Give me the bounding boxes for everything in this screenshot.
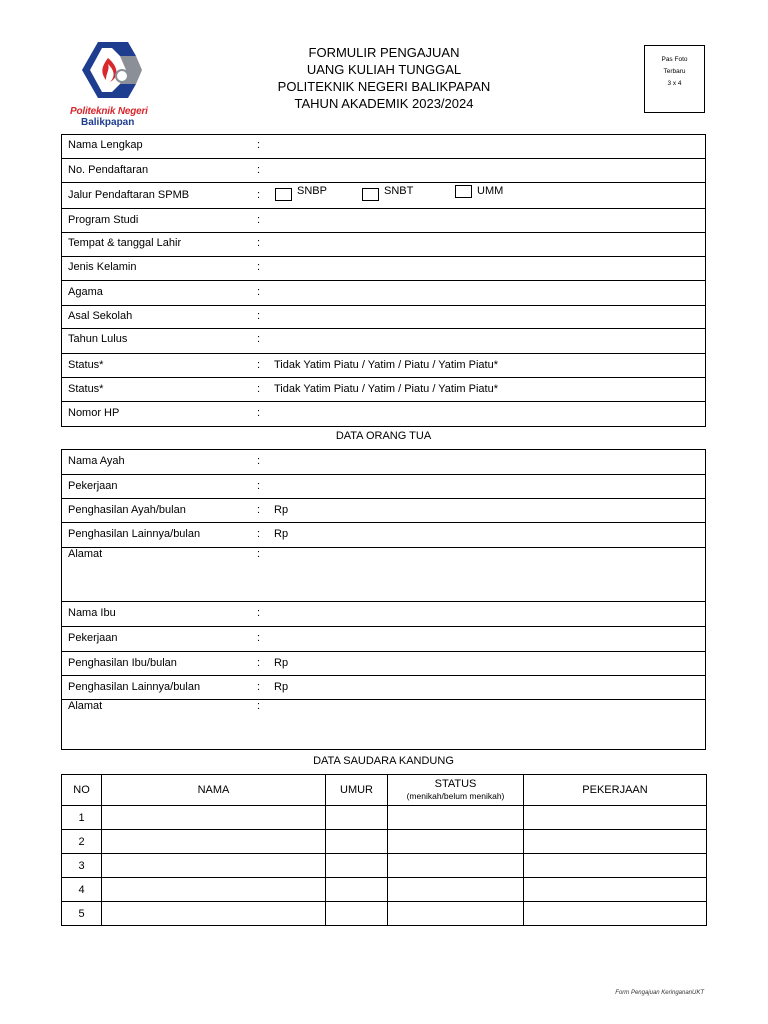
field-label: Alamat — [68, 548, 103, 560]
field-alamat-ibu[interactable] — [62, 700, 705, 749]
header-status-sub: (menikah/belum menikah) — [406, 791, 505, 801]
cell-nama[interactable] — [102, 830, 326, 854]
section-title-saudara: DATA SAUDARA KANDUNG — [313, 755, 454, 767]
field-label: Nama Ayah — [68, 455, 125, 467]
field-jenis-kelamin[interactable] — [62, 257, 705, 281]
title-line-2: UANG KULIAH TUNGGAL — [306, 62, 462, 77]
colon: : — [257, 139, 261, 151]
field-penghasilan-ayah[interactable] — [62, 499, 705, 523]
field-label: Jalur Pendaftaran SPMB — [68, 189, 190, 201]
status-options: Tidak Yatim Piatu / Yatim / Piatu / Yatim Piatu* — [274, 359, 498, 371]
checkbox-snbp[interactable] — [275, 188, 292, 201]
photo-label-3: 3 x 4 — [667, 80, 682, 87]
header-pekerjaan: PEKERJAAN — [524, 775, 707, 806]
row-number: 3 — [62, 854, 102, 878]
field-status-1[interactable] — [62, 354, 705, 378]
header-status — [388, 775, 524, 806]
colon: : — [257, 164, 261, 176]
colon: : — [257, 504, 261, 516]
field-label: Agama — [68, 286, 103, 298]
title-line-4: TAHUN AKADEMIK 2023/2024 — [294, 96, 474, 111]
field-agama[interactable] — [62, 281, 705, 306]
cell-pekerjaan[interactable] — [524, 854, 707, 878]
cell-pekerjaan[interactable] — [524, 830, 707, 854]
colon: : — [257, 359, 261, 371]
field-penghasilan-ibu[interactable] — [62, 652, 705, 676]
row-number: 5 — [62, 902, 102, 926]
header-status-label: STATUS — [434, 778, 477, 790]
field-label: Penghasilan Lainnya/bulan — [68, 528, 201, 540]
cell-status[interactable] — [388, 830, 524, 854]
checkbox-label-umm: UMM — [477, 185, 504, 197]
field-label: Program Studi — [68, 214, 139, 226]
field-label: Tempat & tanggal Lahir — [68, 237, 182, 249]
field-label: Pekerjaan — [68, 632, 118, 644]
cell-status[interactable] — [388, 854, 524, 878]
section-title-orang-tua: DATA ORANG TUA — [335, 430, 432, 442]
header-no: NO — [62, 775, 102, 806]
field-asal-sekolah[interactable] — [62, 306, 705, 329]
colon: : — [257, 528, 261, 540]
field-label: No. Pendaftaran — [68, 164, 149, 176]
status-options: Tidak Yatim Piatu / Yatim / Piatu / Yatim Piatu* — [274, 383, 498, 395]
row-number: 2 — [62, 830, 102, 854]
row-number: 1 — [62, 806, 102, 830]
field-label: Asal Sekolah — [68, 310, 133, 322]
field-pekerjaan-ayah[interactable] — [62, 475, 705, 499]
colon: : — [257, 189, 261, 201]
cell-umur[interactable] — [326, 902, 388, 926]
colon: : — [257, 383, 261, 395]
checkbox-label-snbt: SNBT — [384, 185, 414, 197]
logo-emblem-icon — [76, 40, 146, 106]
institution-logo — [68, 40, 152, 128]
table-row — [62, 806, 707, 830]
field-no-pendaftaran[interactable] — [62, 159, 705, 183]
header-nama: NAMA — [102, 775, 326, 806]
parents-data-table — [61, 449, 706, 750]
title-line-1: FORMULIR PENGAJUAN — [308, 45, 460, 60]
table-row — [62, 878, 707, 902]
colon: : — [257, 632, 261, 644]
cell-nama[interactable] — [102, 806, 326, 830]
cell-status[interactable] — [388, 806, 524, 830]
colon: : — [257, 310, 261, 322]
cell-nama[interactable] — [102, 878, 326, 902]
cell-umur[interactable] — [326, 830, 388, 854]
colon: : — [257, 333, 261, 345]
field-label: Penghasilan Ibu/bulan — [68, 657, 177, 669]
checkbox-label-snbp: SNBP — [297, 185, 327, 197]
cell-umur[interactable] — [326, 854, 388, 878]
siblings-table — [61, 774, 707, 926]
field-nama-lengkap[interactable] — [62, 135, 705, 159]
photo-label-1: Pas Foto — [661, 56, 688, 63]
logo-text-line1: Politeknik Negeri — [70, 106, 148, 117]
currency-prefix: Rp — [274, 528, 289, 540]
colon: : — [257, 286, 261, 298]
colon: : — [257, 214, 261, 226]
row-number: 4 — [62, 878, 102, 902]
cell-pekerjaan[interactable] — [524, 806, 707, 830]
field-label: Tahun Lulus — [68, 333, 128, 345]
photo-label-2: Terbaru — [663, 68, 686, 75]
field-label: Status* — [68, 383, 104, 395]
field-label: Status* — [68, 359, 104, 371]
field-label: Nomor HP — [68, 407, 120, 419]
field-nama-ibu[interactable] — [62, 602, 705, 627]
table-row — [62, 902, 707, 926]
field-label: Alamat — [68, 700, 103, 712]
field-nomor-hp[interactable] — [62, 402, 705, 426]
cell-nama[interactable] — [102, 902, 326, 926]
field-label: Pekerjaan — [68, 480, 118, 492]
colon: : — [257, 261, 261, 273]
siblings-header-row — [62, 775, 707, 806]
checkbox-umm[interactable] — [455, 185, 472, 198]
table-row — [62, 854, 707, 878]
table-row — [62, 830, 707, 854]
field-tahun-lulus[interactable] — [62, 329, 705, 354]
colon: : — [257, 607, 261, 619]
colon: : — [257, 548, 261, 560]
cell-status[interactable] — [388, 878, 524, 902]
cell-pekerjaan[interactable] — [524, 902, 707, 926]
field-penghasilan-lainnya-ayah[interactable] — [62, 523, 705, 548]
photo-placeholder — [644, 45, 705, 113]
checkbox-snbt[interactable] — [362, 188, 379, 201]
field-penghasilan-lainnya-ibu[interactable] — [62, 676, 705, 700]
colon: : — [257, 681, 261, 693]
field-label: Nama Lengkap — [68, 139, 143, 151]
currency-prefix: Rp — [274, 504, 289, 516]
field-label: Jenis Kelamin — [68, 261, 137, 273]
cell-nama[interactable] — [102, 854, 326, 878]
field-status-2[interactable] — [62, 378, 705, 402]
form-title — [238, 44, 530, 112]
cell-umur[interactable] — [326, 806, 388, 830]
cell-status[interactable] — [388, 902, 524, 926]
colon: : — [257, 237, 261, 249]
field-pekerjaan-ibu[interactable] — [62, 627, 705, 652]
colon: : — [257, 455, 261, 467]
field-alamat-ayah[interactable] — [62, 548, 705, 602]
footer-note: Form Pengajuan KeringananUKT — [615, 990, 704, 996]
field-label: Penghasilan Lainnya/bulan — [68, 681, 201, 693]
cell-pekerjaan[interactable] — [524, 878, 707, 902]
field-tempat-tanggal-lahir[interactable] — [62, 233, 705, 257]
colon: : — [257, 480, 261, 492]
header-umur: UMUR — [326, 775, 388, 806]
field-nama-ayah[interactable] — [62, 450, 705, 475]
field-jalur-pendaftaran — [62, 183, 705, 209]
logo-text-line2: Balikpapan — [81, 117, 135, 128]
student-data-table — [61, 134, 706, 427]
field-label: Penghasilan Ayah/bulan — [68, 504, 186, 516]
field-program-studi[interactable] — [62, 209, 705, 233]
currency-prefix: Rp — [274, 657, 289, 669]
colon: : — [257, 407, 261, 419]
colon: : — [257, 700, 261, 712]
colon: : — [257, 657, 261, 669]
cell-umur[interactable] — [326, 878, 388, 902]
field-label: Nama Ibu — [68, 607, 116, 619]
title-line-3: POLITEKNIK NEGERI BALIKPAPAN — [277, 79, 491, 94]
currency-prefix: Rp — [274, 681, 289, 693]
